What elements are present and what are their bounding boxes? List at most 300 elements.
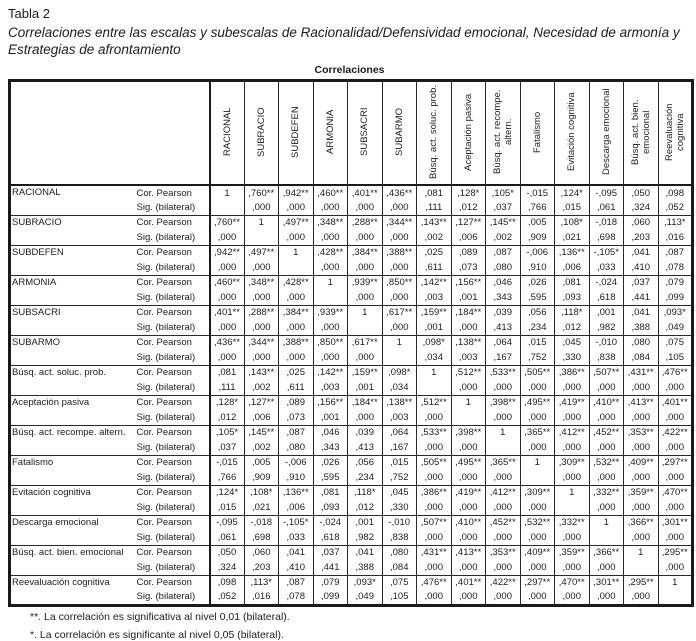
correlation-value: ,332**: [555, 515, 590, 530]
sig-value: ,000: [348, 200, 383, 215]
sig-value: ,698: [244, 530, 279, 545]
sig-value: ,000: [348, 350, 383, 365]
row-label: Búsq. act. bien. emocional: [10, 545, 136, 575]
sig-value: ,000: [417, 590, 452, 605]
correlation-value: ,108*: [555, 215, 590, 230]
sig-value: ,037: [486, 200, 521, 215]
sig-value: ,003: [313, 380, 348, 395]
footnote-005: *. La correlación es significante al nivel 0,05 (bilateral).: [30, 628, 284, 641]
sig-value: ,000: [658, 530, 693, 545]
correlation-value: ,401**: [451, 575, 486, 590]
sig-value: ,099: [313, 590, 348, 605]
column-header-label: SUBSACRI: [359, 107, 371, 156]
correlation-value: ,025: [279, 365, 314, 380]
sig-value: [279, 260, 314, 275]
correlation-value: ,353**: [486, 545, 521, 560]
correlation-value: ,497**: [279, 215, 314, 230]
sig-value: ,000: [313, 230, 348, 245]
sig-value: ,752: [520, 350, 555, 365]
sig-value: ,000: [520, 530, 555, 545]
sig-value: ,000: [244, 260, 279, 275]
correlation-value: ,512**: [451, 365, 486, 380]
column-header: [589, 81, 624, 186]
stat-label-pearson: Cor. Pearson: [136, 215, 210, 230]
correlation-value: -,095: [210, 515, 245, 530]
correlation-value: ,413**: [451, 545, 486, 560]
correlation-value: ,056: [520, 305, 555, 320]
correlation-value: ,495**: [520, 395, 555, 410]
sig-value: ,324: [210, 560, 245, 575]
correlation-value: ,295**: [658, 545, 693, 560]
correlation-value: ,081: [417, 185, 452, 200]
table-row: [10, 185, 693, 200]
correlation-value: ,760**: [210, 215, 245, 230]
correlation-value: ,005: [244, 455, 279, 470]
stat-label-sig: Sig. (bilateral): [136, 321, 196, 333]
correlation-value: 1: [417, 365, 452, 380]
correlation-value: ,384**: [348, 245, 383, 260]
correlation-value: ,079: [313, 575, 348, 590]
correlation-value: ,098: [658, 185, 693, 200]
sig-value: ,611: [417, 260, 452, 275]
sig-value: ,000: [451, 560, 486, 575]
sig-value: ,000: [520, 440, 555, 455]
sig-value: ,000: [210, 230, 245, 245]
correlation-value: 1: [589, 515, 624, 530]
sig-value: ,000: [451, 440, 486, 455]
correlation-value: ,184**: [348, 395, 383, 410]
sig-value: ,093: [313, 500, 348, 515]
correlation-value: ,301**: [589, 575, 624, 590]
correlation-value: ,081: [555, 275, 590, 290]
correlation-value: ,288**: [348, 215, 383, 230]
correlation-value: -,006: [279, 455, 314, 470]
sig-value: ,000: [279, 320, 314, 335]
table-row: [10, 335, 693, 350]
sig-value: ,000: [589, 440, 624, 455]
stat-label-sig: Sig. (bilateral): [136, 531, 196, 543]
correlation-value: ,431**: [417, 545, 452, 560]
table-row: [10, 395, 693, 410]
sig-value: [520, 470, 555, 485]
sig-value: ,413: [348, 440, 383, 455]
sig-value: ,000: [589, 560, 624, 575]
stat-label-sig: Sig. (bilateral): [136, 261, 196, 273]
sig-value: [624, 560, 659, 575]
correlation-value: ,118*: [348, 485, 383, 500]
sig-value: ,324: [624, 200, 659, 215]
sig-value: ,105: [658, 350, 693, 365]
sig-value: ,410: [279, 560, 314, 575]
correlation-value: ,041: [624, 305, 659, 320]
sig-value: [555, 500, 590, 515]
sig-value: ,000: [313, 200, 348, 215]
correlation-value: ,156**: [313, 395, 348, 410]
sig-value: ,618: [313, 530, 348, 545]
sig-value: ,000: [624, 440, 659, 455]
correlation-value: -,024: [589, 275, 624, 290]
correlation-value: ,452**: [486, 515, 521, 530]
correlation-value: ,127**: [451, 215, 486, 230]
sig-value: ,000: [313, 320, 348, 335]
sig-value: ,099: [658, 290, 693, 305]
correlation-value: ,026: [520, 275, 555, 290]
sig-value: ,000: [313, 260, 348, 275]
correlation-value: ,497**: [244, 245, 279, 260]
correlation-value: ,113*: [244, 575, 279, 590]
correlation-value: ,533**: [417, 425, 452, 440]
sig-value: [244, 230, 279, 245]
stat-label-pearson: Cor. Pearson: [136, 365, 210, 380]
sig-value: ,006: [279, 500, 314, 515]
sig-value: ,033: [589, 260, 624, 275]
correlation-value: ,145**: [244, 425, 279, 440]
sig-value: ,016: [658, 230, 693, 245]
correlation-value: ,108*: [244, 485, 279, 500]
stat-label-pearson: Cor. Pearson: [136, 515, 210, 530]
sig-value: ,910: [279, 470, 314, 485]
table-title: Correlaciones: [314, 64, 385, 76]
correlation-value: 1: [451, 395, 486, 410]
sig-value: ,343: [313, 440, 348, 455]
correlation-value: ,939**: [348, 275, 383, 290]
correlation-value: ,113*: [658, 215, 693, 230]
sig-value: ,000: [520, 380, 555, 395]
sig-value: ,073: [451, 260, 486, 275]
stat-label-sig: Sig. (bilateral): [136, 501, 196, 513]
sig-value: ,006: [555, 260, 590, 275]
sig-value: ,061: [210, 530, 245, 545]
sig-value: ,000: [486, 470, 521, 485]
correlation-value: ,015: [520, 335, 555, 350]
correlation-value: ,309**: [520, 485, 555, 500]
correlation-value: ,386**: [555, 365, 590, 380]
sig-value: ,000: [417, 530, 452, 545]
table-row: [10, 575, 693, 590]
sig-value: ,410: [624, 260, 659, 275]
correlation-value: -,015: [210, 455, 245, 470]
sig-value: ,000: [348, 410, 383, 425]
sig-value: ,441: [624, 290, 659, 305]
sig-value: ,000: [589, 470, 624, 485]
correlation-value: ,942**: [279, 185, 314, 200]
correlation-value: -,010: [589, 335, 624, 350]
correlation-value: ,419**: [451, 485, 486, 500]
correlation-value: ,850**: [313, 335, 348, 350]
correlation-value: ,332**: [589, 485, 624, 500]
sig-value: ,000: [555, 380, 590, 395]
correlation-value: ,412**: [555, 425, 590, 440]
correlation-value: ,401**: [658, 395, 693, 410]
stat-label-sig: Sig. (bilateral): [136, 441, 196, 453]
correlation-value: ,041: [279, 545, 314, 560]
sig-value: ,413: [486, 320, 521, 335]
sig-value: ,000: [658, 470, 693, 485]
correlation-value: ,127**: [244, 395, 279, 410]
sig-value: ,000: [210, 260, 245, 275]
column-header: [244, 81, 279, 186]
correlation-value: ,105*: [486, 185, 521, 200]
correlation-value: ,460**: [210, 275, 245, 290]
correlation-value: ,039: [348, 425, 383, 440]
sig-value: ,000: [658, 560, 693, 575]
stat-label-pearson: Cor. Pearson: [136, 545, 210, 560]
correlation-value: ,087: [279, 425, 314, 440]
correlation-value: ,001: [589, 305, 624, 320]
column-header: [382, 81, 417, 186]
correlation-value: -,105*: [279, 515, 314, 530]
sig-value: ,000: [382, 290, 417, 305]
correlation-value: ,184**: [451, 305, 486, 320]
sig-value: ,838: [589, 350, 624, 365]
sig-value: ,000: [279, 230, 314, 245]
correlation-value: ,143**: [417, 215, 452, 230]
sig-value: ,000: [624, 500, 659, 515]
correlation-value: ,460**: [313, 185, 348, 200]
correlation-value: ,064: [382, 425, 417, 440]
column-header-label: SUBRACIO: [255, 106, 267, 157]
sig-value: ,000: [279, 290, 314, 305]
sig-value: ,000: [348, 260, 383, 275]
column-header-label: Evitación cognitiva: [566, 92, 578, 171]
correlation-value: ,353**: [624, 425, 659, 440]
stat-label-sig: Sig. (bilateral): [136, 291, 196, 303]
sig-value: ,000: [624, 470, 659, 485]
sig-value: ,021: [555, 230, 590, 245]
sig-value: ,766: [520, 200, 555, 215]
sig-value: ,080: [279, 440, 314, 455]
correlation-value: ,138**: [451, 335, 486, 350]
sig-value: ,000: [244, 350, 279, 365]
sig-value: ,111: [417, 200, 452, 215]
correlation-value: ,089: [279, 395, 314, 410]
correlation-value: -,105*: [589, 245, 624, 260]
sig-value: ,000: [279, 200, 314, 215]
sig-value: ,001: [313, 410, 348, 425]
correlation-value: 1: [658, 575, 693, 590]
correlation-value: ,142**: [417, 275, 452, 290]
column-header-label: Fatalismo: [531, 110, 543, 153]
sig-value: ,034: [382, 380, 417, 395]
correlation-value: ,093*: [658, 305, 693, 320]
correlation-value: ,398**: [486, 395, 521, 410]
column-header: [313, 81, 348, 186]
sig-value: ,388: [348, 560, 383, 575]
sig-value: ,595: [520, 290, 555, 305]
sig-value: ,000: [382, 260, 417, 275]
correlation-value: ,081: [210, 365, 245, 380]
correlation-value: ,388**: [279, 335, 314, 350]
correlation-value: ,359**: [555, 545, 590, 560]
sig-value: ,084: [382, 560, 417, 575]
correlation-value: ,026: [313, 455, 348, 470]
sig-value: ,000: [382, 320, 417, 335]
sig-value: ,000: [348, 290, 383, 305]
correlation-value: 1: [624, 545, 659, 560]
correlation-value: ,046: [313, 425, 348, 440]
correlation-value: ,348**: [313, 215, 348, 230]
sig-value: ,012: [451, 200, 486, 215]
correlation-value: ,512**: [417, 395, 452, 410]
column-header-label: SUBARMO: [393, 107, 405, 156]
correlation-value: ,046: [486, 275, 521, 290]
correlation-value: -,006: [520, 245, 555, 260]
correlation-value: ,075: [658, 335, 693, 350]
sig-value: ,000: [210, 290, 245, 305]
sig-value: ,001: [451, 290, 486, 305]
sig-value: ,012: [210, 410, 245, 425]
row-label: Búsq. act. recompe. altern.: [10, 425, 136, 455]
stat-label-sig: Sig. (bilateral): [136, 381, 196, 393]
correlation-value: 1: [555, 485, 590, 500]
sig-value: ,000: [520, 590, 555, 605]
correlation-value: ,087: [279, 575, 314, 590]
column-header-label: Búsq. act. soluc. prob.: [428, 84, 440, 179]
column-header-label: Búsq. act. recompe. altern.: [491, 89, 514, 174]
correlation-value: ,080: [382, 545, 417, 560]
correlation-value: -,018: [589, 215, 624, 230]
sig-value: ,000: [382, 200, 417, 215]
correlation-value: ,045: [382, 485, 417, 500]
sig-value: ,002: [417, 230, 452, 245]
sig-value: ,000: [486, 590, 521, 605]
sig-value: ,034: [417, 350, 452, 365]
column-header-label: Reevaluación cognitiva: [663, 102, 686, 161]
sig-value: ,595: [313, 470, 348, 485]
stat-label-pearson: Cor. Pearson: [136, 275, 210, 290]
sig-value: ,000: [348, 230, 383, 245]
stat-label-sig: Sig. (bilateral): [136, 351, 196, 363]
correlation-value: ,159**: [348, 365, 383, 380]
correlation-value: ,428**: [279, 275, 314, 290]
table-row: [10, 245, 693, 260]
correlation-value: -,018: [244, 515, 279, 530]
correlation-value: ,507**: [589, 365, 624, 380]
correlation-value: 1: [210, 185, 245, 200]
correlation-value: ,128*: [210, 395, 245, 410]
sig-value: ,000: [589, 500, 624, 515]
sig-value: ,111: [210, 380, 245, 395]
correlation-value: ,348**: [244, 275, 279, 290]
correlation-value: ,505**: [417, 455, 452, 470]
sig-value: ,078: [658, 260, 693, 275]
correlation-value: ,532**: [520, 515, 555, 530]
sig-value: ,000: [451, 530, 486, 545]
correlation-value: ,386**: [417, 485, 452, 500]
sig-value: ,330: [555, 350, 590, 365]
sig-value: ,006: [244, 410, 279, 425]
correlation-value: -,095: [589, 185, 624, 200]
table-row: [10, 275, 693, 290]
correlation-value: ,136**: [555, 245, 590, 260]
sig-value: ,000: [451, 380, 486, 395]
correlation-value: ,422**: [658, 425, 693, 440]
sig-value: ,084: [624, 350, 659, 365]
sig-value: ,080: [486, 260, 521, 275]
correlation-value: ,409**: [624, 455, 659, 470]
correlation-value: ,050: [624, 185, 659, 200]
correlation-value: ,050: [210, 545, 245, 560]
sig-value: ,000: [451, 470, 486, 485]
column-header: [486, 81, 521, 186]
correlation-value: ,412**: [486, 485, 521, 500]
correlation-value: ,301**: [658, 515, 693, 530]
row-label: Fatalismo: [10, 455, 136, 485]
correlation-value: ,039: [486, 305, 521, 320]
sig-value: ,000: [658, 380, 693, 395]
sig-value: [313, 290, 348, 305]
column-header-label: ARMONIA: [324, 109, 336, 154]
table-row: [10, 215, 693, 230]
column-header-label: Aceptación pasiva: [462, 92, 474, 171]
correlation-value: ,495**: [451, 455, 486, 470]
correlation-value: ,143**: [244, 365, 279, 380]
stat-label-sig: Sig. (bilateral): [136, 471, 196, 483]
sig-value: ,000: [417, 470, 452, 485]
sig-value: ,000: [624, 410, 659, 425]
correlation-value: ,401**: [348, 185, 383, 200]
sig-value: ,388: [624, 320, 659, 335]
sig-value: ,000: [520, 410, 555, 425]
correlation-value: 1: [486, 425, 521, 440]
table-row: [10, 485, 693, 500]
sig-value: ,012: [555, 320, 590, 335]
correlation-value: 1: [520, 455, 555, 470]
row-label: SUBSACRI: [10, 305, 136, 335]
header-row: [10, 81, 693, 186]
correlation-value: ,060: [244, 545, 279, 560]
sig-value: ,910: [520, 260, 555, 275]
row-label: Descarga emocional: [10, 515, 136, 545]
sig-value: ,000: [210, 350, 245, 365]
sig-value: ,000: [555, 590, 590, 605]
sig-value: ,033: [279, 530, 314, 545]
correlation-value: ,093*: [348, 575, 383, 590]
sig-value: ,015: [210, 500, 245, 515]
column-header: [520, 81, 555, 186]
row-label: RACIONAL: [10, 185, 136, 215]
correlation-value: ,025: [417, 245, 452, 260]
sig-value: ,000: [589, 590, 624, 605]
table-number: Tabla 2: [8, 6, 50, 21]
sig-value: ,000: [486, 530, 521, 545]
correlation-value: ,118*: [555, 305, 590, 320]
sig-value: ,234: [348, 470, 383, 485]
correlation-value: ,288**: [244, 305, 279, 320]
correlation-value: ,410**: [451, 515, 486, 530]
table-row: [10, 455, 693, 470]
sig-value: ,000: [555, 560, 590, 575]
table-row: [10, 365, 693, 380]
correlation-value: ,056: [348, 455, 383, 470]
correlation-value: ,159**: [417, 305, 452, 320]
correlation-value: ,413**: [624, 395, 659, 410]
sig-value: ,000: [279, 350, 314, 365]
sig-value: ,766: [210, 470, 245, 485]
sig-value: ,000: [486, 380, 521, 395]
column-header: [555, 81, 590, 186]
column-header-label: Descarga emocional: [600, 88, 612, 175]
sig-value: ,105: [382, 590, 417, 605]
correlation-value: ,037: [313, 545, 348, 560]
correlation-value: ,089: [451, 245, 486, 260]
sig-value: [486, 440, 521, 455]
correlation-value: ,309**: [555, 455, 590, 470]
table-row: [10, 545, 693, 560]
column-header-label: SUBDEFEN: [290, 105, 302, 158]
sig-value: ,000: [589, 410, 624, 425]
correlation-value: ,388**: [382, 245, 417, 260]
